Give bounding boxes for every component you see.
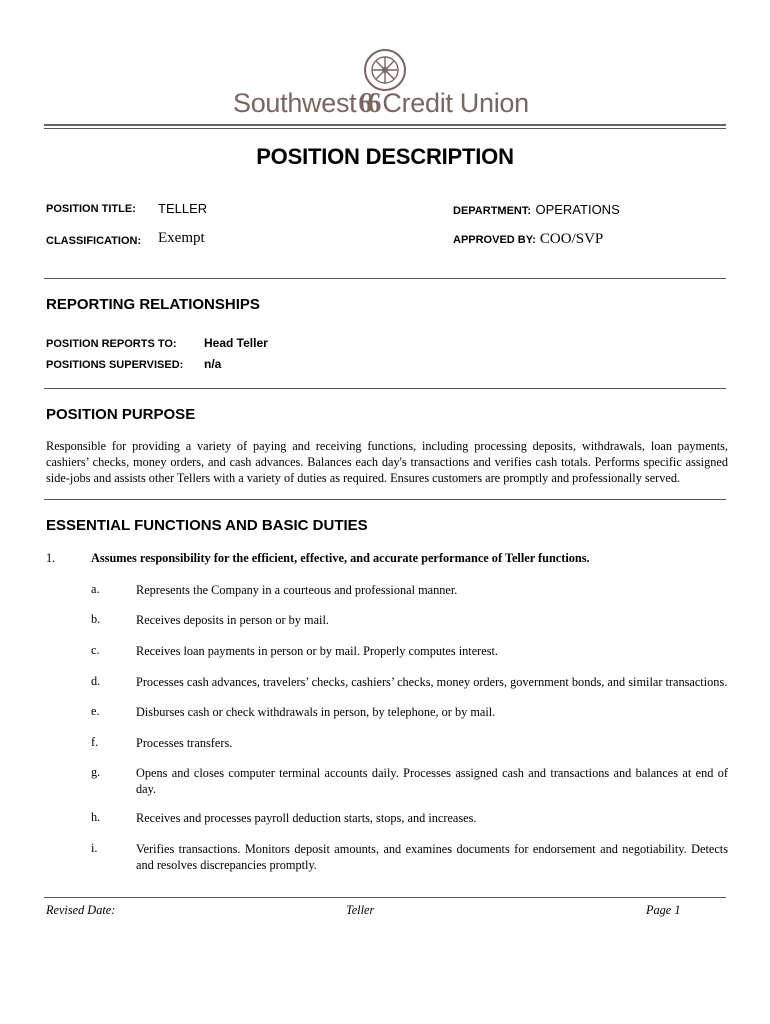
logo-name-left: Southwest [233,88,357,118]
list-item: Receives deposits in person or by mail. [136,613,329,627]
purpose-paragraph: Responsible for providing a variety of paying and receiving functions, including processing deposits, withdrawals, loan payments, cashiers’ checks, money orders, and cash advances. Balances each day's transactions and verifies cash totals. Performs specific assigned side-jobs and assists other Tellers with a variety of duties as required. Ensures customers are promptly and professionally served. [46,439,728,485]
duty-number: 1. [46,551,56,565]
section-divider [44,388,726,389]
approved-by-value: COO/SVP [539,231,604,247]
company-logo-text [233,88,529,120]
list-item-letter: d. [91,674,101,688]
footer-page-number: Page 1 [646,903,681,917]
header-rule-thin [44,128,726,129]
approved-by-field [453,230,603,248]
list-item: Disburses cash or check withdrawals in person, by telephone, or by mail. [136,705,496,719]
list-item-letter: h. [91,810,101,824]
list-item-letter: g. [91,765,101,779]
section-divider [44,499,726,500]
list-item-letter: c. [91,643,100,657]
list-item-letter: a. [91,582,100,596]
list-item: Processes cash advances, travelers’ checks, cashiers’ checks, money orders, government bonds, and similar transactions. [136,675,728,689]
reports-to-value: Head Teller [204,336,268,350]
list-item: Receives and processes payroll deduction starts, stops, and increases. [136,811,477,825]
duties-heading: ESSENTIAL FUNCTIONS AND BASIC DUTIES [46,517,368,534]
department-label: DEPARTMENT: [453,205,532,217]
department-field [453,201,620,219]
purpose-heading: POSITION PURPOSE [46,406,196,423]
position-title-label: POSITION TITLE: [46,203,136,215]
compass-wheel-icon [363,48,407,92]
classification-value: Exempt [158,230,205,246]
section-divider [44,278,726,279]
department-value: OPERATIONS [535,202,620,217]
reporting-heading: REPORTING RELATIONSHIPS [46,296,260,313]
classification-label: CLASSIFICATION: [46,235,142,247]
position-title-value: TELLER [158,201,208,216]
list-item: Processes transfers. [136,736,233,750]
logo-name-right: Credit Union [382,88,529,118]
page-title: POSITION DESCRIPTION [256,144,514,169]
approved-by-label: APPROVED BY: [453,234,536,246]
list-item-letter: e. [91,704,100,718]
list-item-letter: f. [91,735,99,749]
footer-title: Teller [346,903,375,917]
list-item-letter: b. [91,612,101,626]
logo-numeral: 66 [358,88,377,119]
list-item: Represents the Company in a courteous and professional manner. [136,583,458,597]
list-item: Verifies transactions. Monitors deposit amounts, and examines documents for endorsement and negotiability. Detects and resolves discrepancies promptly. [136,842,728,872]
footer-rule [44,897,726,898]
duty-lead: Assumes responsibility for the efficient, effective, and accurate performance of Teller functions. [91,551,590,565]
reports-to-label: POSITION REPORTS TO: [46,338,177,350]
supervised-value: n/a [204,357,222,371]
header-rule [44,124,726,126]
supervised-label: POSITIONS SUPERVISED: [46,359,184,371]
list-item: Receives loan payments in person or by mail. Properly computes interest. [136,644,498,658]
footer-revised-date: Revised Date: [46,903,116,917]
list-item-letter: i. [91,841,98,855]
list-item: Opens and closes computer terminal accounts daily. Processes assigned cash and transactions and balances at end of day. [136,766,728,796]
